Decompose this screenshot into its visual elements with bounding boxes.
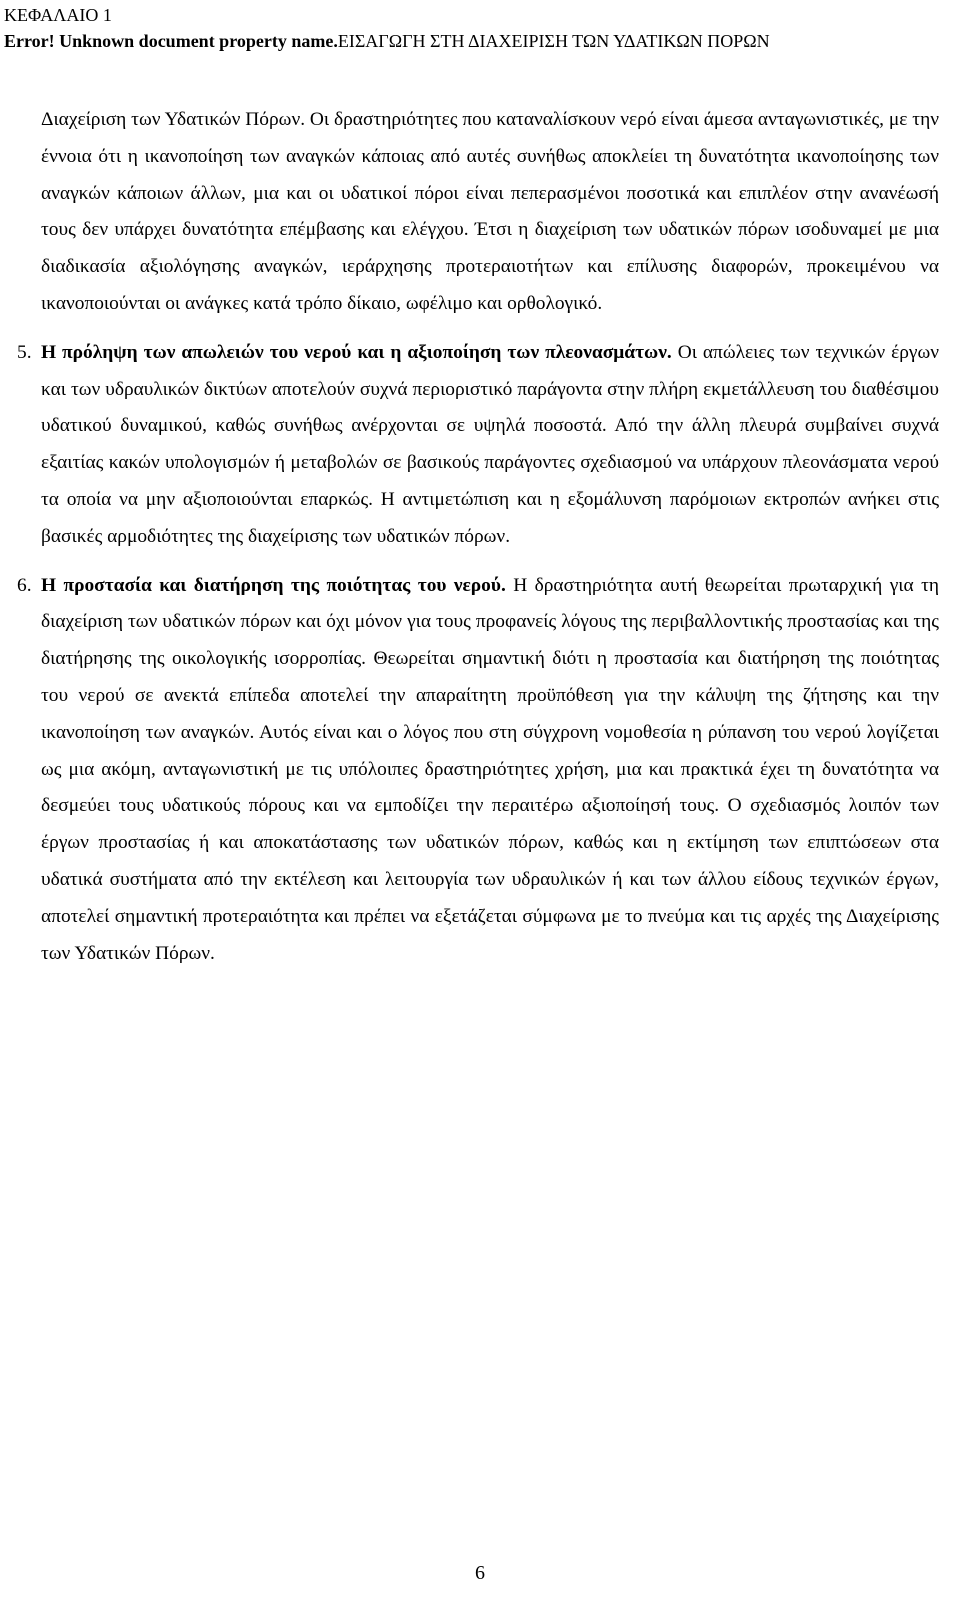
page-number: 6 xyxy=(475,1562,485,1584)
list-number: 5. xyxy=(17,341,32,363)
page-header xyxy=(0,2,960,54)
list-item-text: Η δραστηριότητα αυτή θεωρείται πρωταρχική για τη διαχείριση των υδατικών πόρων και όχι μόνον για τους προφανείς λόγους της περιβαλλοντικής προστασίας και της διατήρησης της οικολογικής ισορροπίας. Θεωρείται σημαντική διότι η προστασία και διατήρηση της ποιότητας του νερού σε ανεκτά επίπεδα αποτελεί την απαραίτητη προϋπόθεση για την κάλυψη της ζήτησης και την ικανοποίηση των αναγκών. Αυτός είναι και ο λόγος που στη σύγχρονη νομοθεσία η ρύπανση του νερού λογίζεται ως μια ακόμη, ανταγωνιστική με τις υπόλοιπες δραστηριότητες χρήση, μια και πρακτικά έχει τη δυνατότητα να δεσμεύει τους υδατικούς πόρους και να εμποδίζει την περαιτέρω αξιοποίησή τους. Ο σχεδιασμός λοιπόν των έργων προστασίας ή και αποκατάστασης των υδατικών πόρων, καθώς και η εκτίμηση των επιπτώσεων στα υδατικά συστήματα από την εκτέλεση και λειτουργία των υδραυλικών ή και των άλλου είδους τεχνικών έργων, αποτελεί σημαντική προτεραιότητα και πρέπει να εξετάζεται σύμφωνα με το πνεύμα και τις αρχές της Διαχείρισης των Υδατικών Πόρων. xyxy=(41,574,939,964)
chapter-label: ΚΕΦΑΛΑΙΟ 1 xyxy=(4,5,112,25)
list-item-6 xyxy=(17,568,939,973)
running-header xyxy=(0,28,960,54)
list-item-text: Οι απώλειες των τεχνικών έργων και των υδραυλικών δικτύων αποτελούν συχνά περιοριστικό παράγοντα στην πλήρη εκμετάλλευση του διαθέσιμου υδατικού δυναμικού, καθώς συνήθως ανέρχονται σε υψηλά ποσοστά. Από την άλλη πλευρά συμβαίνει συχνά εξαιτίας κακών υπολογισμών ή μεταβολών σε βασικούς παράγοντες σχεδιασμού να υπάρχουν πλεονάσματα νερού τα οποία να μην αξιοποιούνται επαρκώς. Η αντιμετώπιση και η εξομάλυνση παρόμοιων εκτροπών ανήκει στις βασικές αρμοδιότητες της διαχείρισης των υδατικών πόρων. xyxy=(41,341,939,547)
list-item-5 xyxy=(17,335,939,556)
error-label: Error! Unknown document property name. xyxy=(4,31,338,51)
intro-paragraph: Διαχείριση των Υδατικών Πόρων. Οι δραστηριότητες που καταναλίσκουν νερό είναι άμεσα ανταγωνιστικές, με την έννοια ότι η ικανοποίηση των αναγκών κάποιας από αυτές συνήθως αποκλείει τη δυνατότητα ικανοποίησης των αναγκών κάποιων άλλων, μια και οι υδατικοί πόροι είναι πεπερασμένοι ποσοτικά και επιπλέον στην ανανέωσή τους δεν υπάρχει δυνατότητα επέμβασης και ελέγχου. Έτσι η διαχείριση των υδατικών πόρων ισοδυναμεί με μια διαδικασία αξιολόγησης αναγκών, ιεράρχησης προτεραιοτήτων και επίλυσης διαφορών, προκειμένου να ικανοποιούνται οι ανάγκες κατά τρόπο δίκαιο, ωφέλιμο και ορθολογικό. xyxy=(41,109,939,314)
running-title: ΕΙΣΑΓΩΓΗ ΣΤΗ ΔΙΑΧΕΙΡΙΣΗ ΤΩΝ ΥΔΑΤΙΚΩΝ ΠΟΡΩΝ xyxy=(337,31,770,51)
document-body xyxy=(17,102,939,984)
list-item-heading: Η πρόληψη των απωλειών του νερού και η αξιοποίηση των πλεονασμάτων. xyxy=(41,341,672,363)
list-item-heading: Η προστασία και διατήρηση της ποιότητας του νερού. xyxy=(41,574,506,596)
list-number: 6. xyxy=(17,574,32,596)
